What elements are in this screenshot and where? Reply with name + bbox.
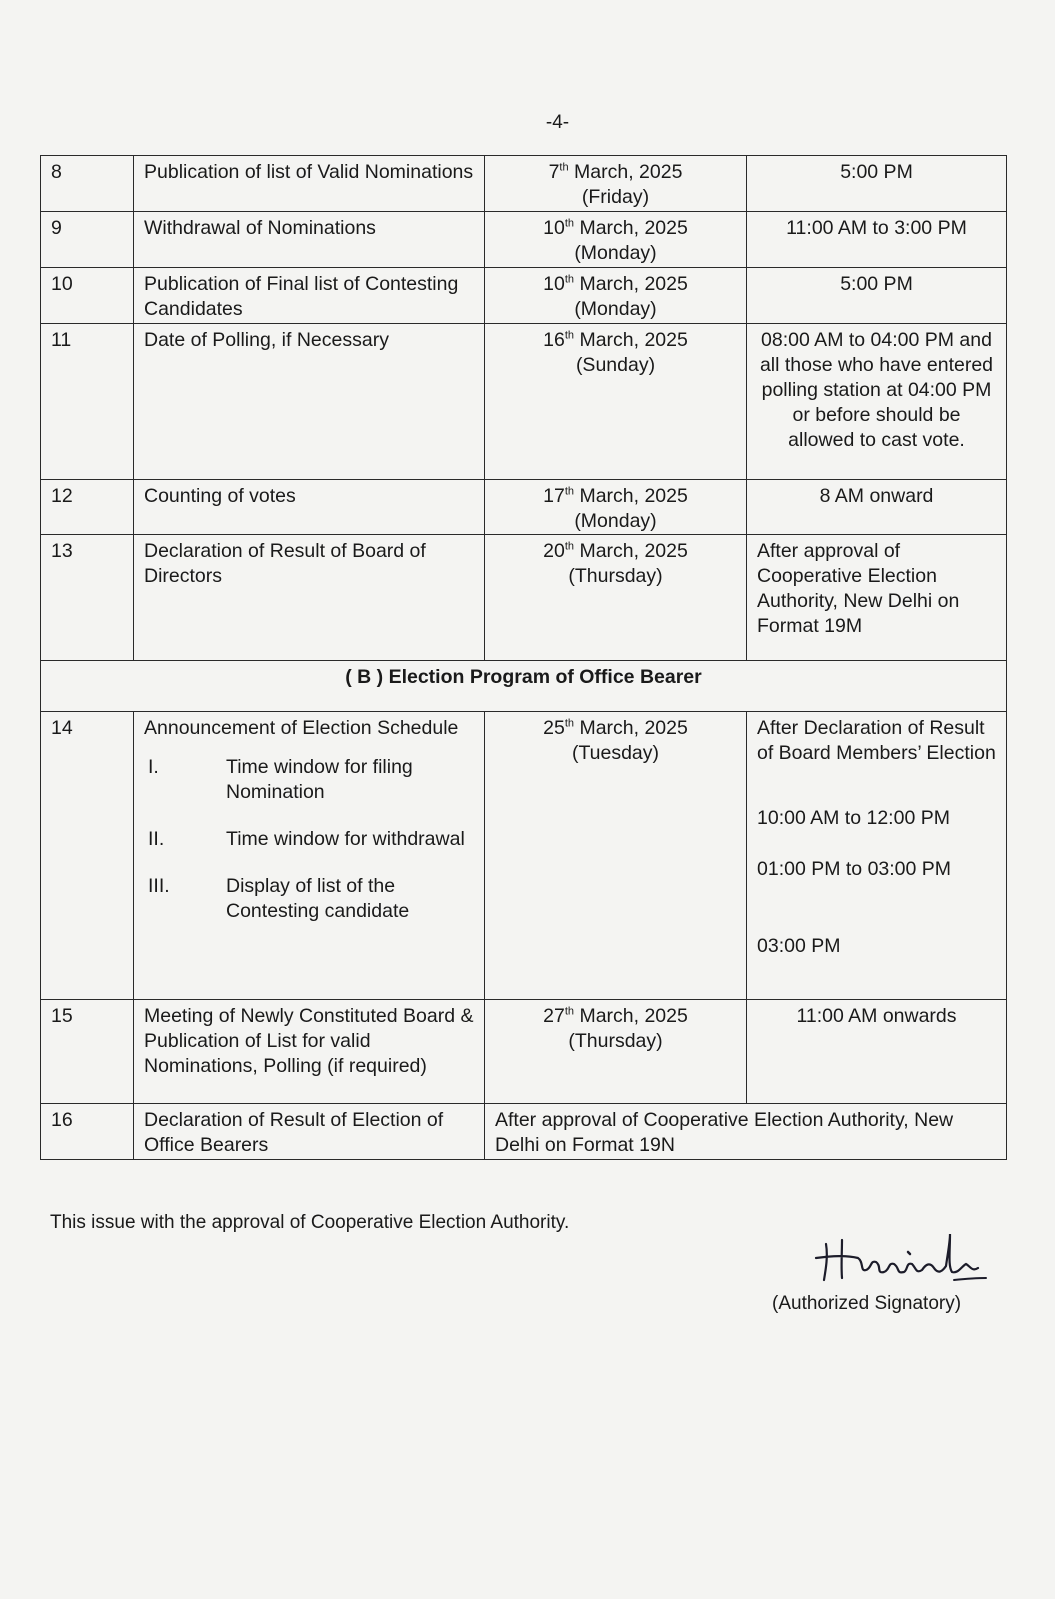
time-text: After Declaration of Result of Board Members’ Election [757,717,996,764]
date-cell [485,480,747,535]
table-row [41,1000,1007,1104]
date-text: 7th March, 2025 [548,161,683,183]
event-text: Declaration of Result of Board of Directors [134,535,485,661]
election-schedule-table [40,155,1007,1160]
event-text: Publication of list of Valid Nominations [134,156,485,212]
time-text: 5:00 PM [747,156,1007,212]
sub-item [144,827,474,852]
row-number: 14 [41,712,134,1000]
sub-item-time: 01:00 PM to 03:00 PM [757,858,952,880]
weekday-text: (Monday) [574,298,657,320]
merged-approval-text: After approval of Cooperative Election Authority, New Delhi on Format 19N [485,1104,1007,1160]
event-text: Withdrawal of Nominations [134,212,485,268]
date-cell [485,535,747,661]
table-row [41,324,1007,480]
section-b-title: ( B ) Election Program of Office Bearer [41,661,1007,712]
date-text: 10th March, 2025 [543,217,688,239]
row-number: 9 [41,212,134,268]
time-text: 08:00 AM to 04:00 PM and all those who have entered polling station at 04:00 PM or before should be allowed to cast vote. [747,324,1007,480]
sub-item-number: I. [148,756,159,778]
weekday-text: (Friday) [581,186,650,208]
date-cell [485,268,747,324]
date-cell [485,212,747,268]
weekday-text: (Tuesday) [571,742,660,764]
row-number: 13 [41,535,134,661]
time-cell [747,712,1007,1000]
sub-item-time: 10:00 AM to 12:00 PM [757,807,950,829]
handwritten-signature [812,1222,992,1292]
event-text: Publication of Final list of Contesting Candidates [134,268,485,324]
date-cell [485,712,747,1000]
date-text: 27th March, 2025 [543,1005,688,1027]
sub-item-text: Display of list of the Contesting candidate [226,875,410,922]
authorized-signatory-label: (Authorized Signatory) [772,1293,962,1314]
weekday-text: (Thursday) [568,565,663,587]
sub-item-list [144,755,474,924]
event-text: Meeting of Newly Constituted Board & Publication of List for valid Nominations, Polling (if required) [134,1000,485,1104]
time-text: 11:00 AM onwards [747,1000,1007,1104]
sub-item-text: Time window for filing Nomination [226,756,413,803]
weekday-text: (Thursday) [568,1030,663,1052]
page-number: -4- [545,112,570,133]
table-row [41,480,1007,535]
table-row [41,156,1007,212]
weekday-text: (Monday) [574,510,657,532]
sub-item-time: 03:00 PM [757,935,841,957]
weekday-text: (Sunday) [575,354,656,376]
weekday-text: (Monday) [574,242,657,264]
date-text: 17th March, 2025 [543,485,688,507]
event-text: Date of Polling, if Necessary [134,324,485,480]
date-text: 16th March, 2025 [543,329,688,351]
date-cell [485,324,747,480]
sub-item-number: II. [148,828,165,850]
row-number: 11 [41,324,134,480]
sub-item-text: Time window for withdrawal [226,828,465,850]
sub-time-list [757,806,996,959]
date-text: 20th March, 2025 [543,540,688,562]
table-row [41,1104,1007,1160]
event-cell [134,712,485,1000]
approval-note: This issue with the approval of Cooperative Election Authority. [50,1212,570,1233]
row-number: 12 [41,480,134,535]
event-text: Announcement of Election Schedule [144,717,459,739]
section-b-header-row [41,661,1007,712]
event-text: Declaration of Result of Election of Office Bearers [134,1104,485,1160]
date-cell [485,1000,747,1104]
date-cell [485,156,747,212]
row-number: 16 [41,1104,134,1160]
time-text: After approval of Cooperative Election Authority, New Delhi on Format 19M [747,535,1007,661]
time-text: 5:00 PM [747,268,1007,324]
row-number: 10 [41,268,134,324]
table-row [41,535,1007,661]
time-text: 11:00 AM to 3:00 PM [747,212,1007,268]
sub-item [144,874,474,924]
sub-item [144,755,474,805]
sub-item-number: III. [148,875,170,897]
row-number: 8 [41,156,134,212]
table-row [41,268,1007,324]
event-text: Counting of votes [134,480,485,535]
table-row [41,212,1007,268]
time-text: 8 AM onward [747,480,1007,535]
table-row [41,712,1007,1000]
row-number: 15 [41,1000,134,1104]
date-text: 10th March, 2025 [543,273,688,295]
date-text: 25th March, 2025 [543,717,688,739]
